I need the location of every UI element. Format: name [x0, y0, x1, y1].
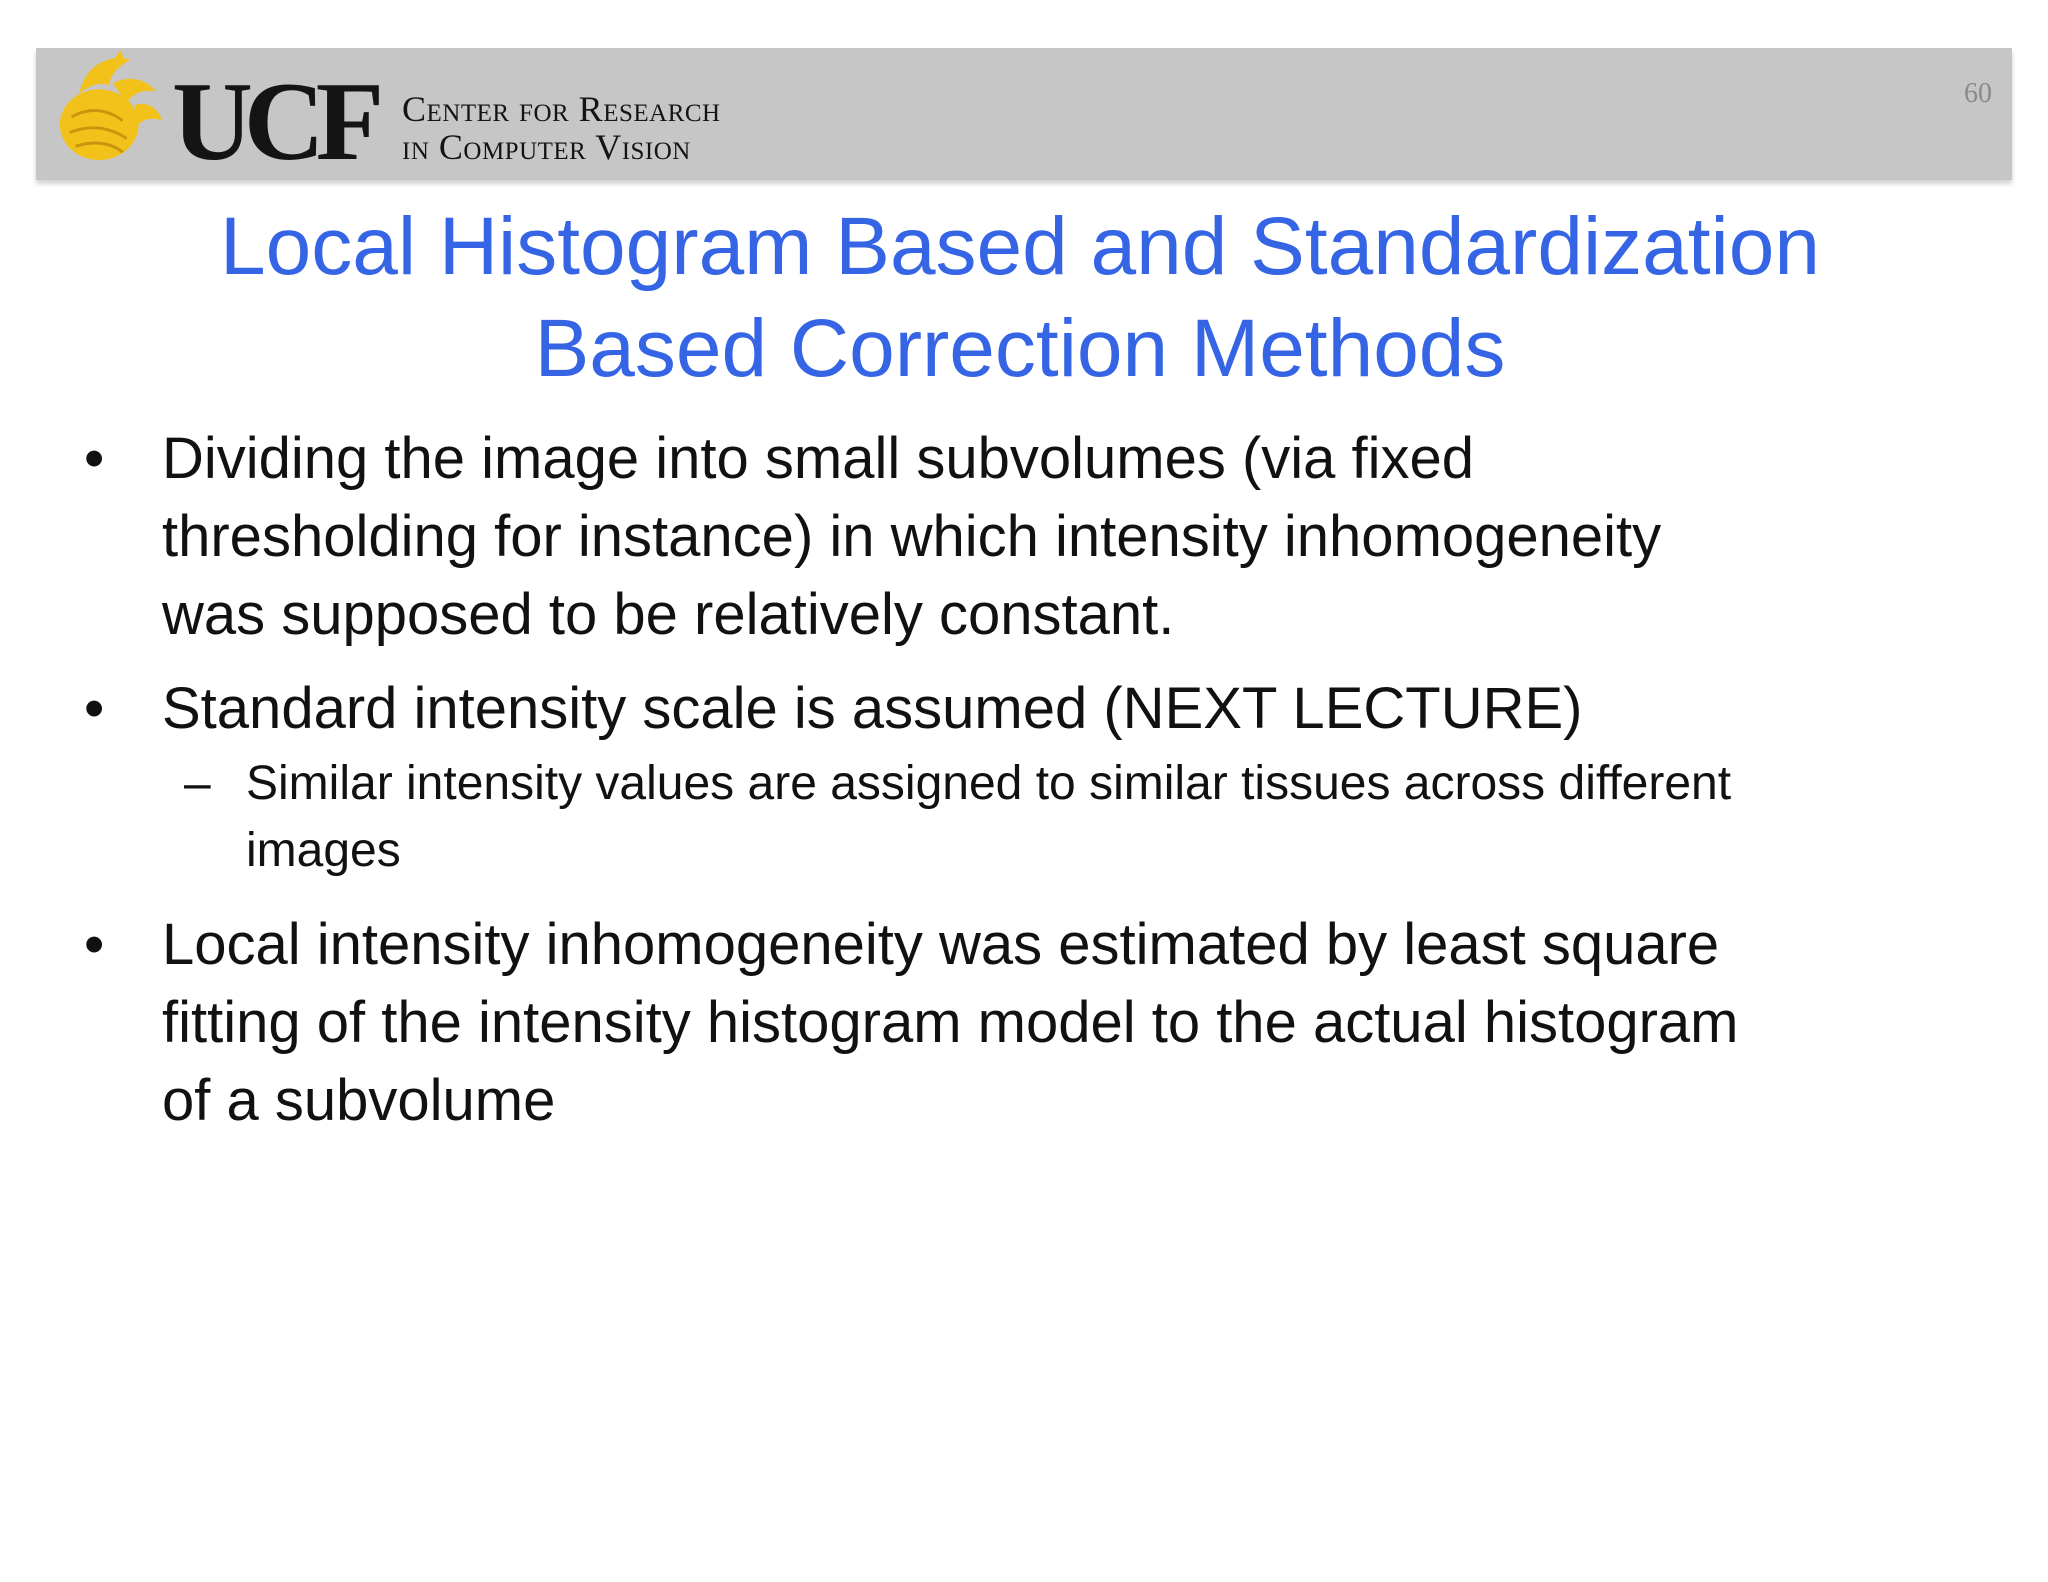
ucf-wordmark: UCF	[172, 60, 376, 184]
bullet-item	[84, 420, 1984, 654]
pegasus-logo-icon	[50, 48, 168, 166]
bullet-marker: •	[84, 426, 105, 491]
slide-title	[60, 196, 1980, 400]
title-line-2: Based Correction Methods	[534, 303, 1506, 394]
bullet-marker: •	[84, 676, 105, 741]
sub-bullet-text-line: images	[246, 824, 401, 877]
sub-bullet-text-line: Similar intensity values are assigned to similar tissues across different	[246, 757, 1732, 810]
bullet-text-line: Standard intensity scale is assumed (NEXT LECTURE)	[162, 676, 1583, 741]
bullet-list	[84, 420, 1984, 1156]
bullet-text-line: was supposed to be relatively constant.	[162, 582, 1175, 647]
bullet-text-line: Dividing the image into small subvolumes (via fixed	[162, 426, 1475, 491]
sub-bullet-item	[84, 750, 1984, 884]
bullet-item	[84, 670, 1984, 748]
center-name-line-2: in Computer Vision	[402, 127, 691, 167]
center-name-line-1: Center for Research	[402, 89, 721, 129]
bullet-item	[84, 906, 1984, 1140]
center-name	[402, 90, 721, 166]
bullet-marker: •	[84, 912, 105, 977]
bullet-text-line: thresholding for instance) in which intensity inhomogeneity	[162, 504, 1662, 569]
sub-bullet-marker: –	[184, 757, 211, 810]
page-number: 60	[1964, 78, 1992, 109]
bullet-text-line: fitting of the intensity histogram model to the actual histogram	[162, 990, 1739, 1055]
bullet-text-line: Local intensity inhomogeneity was estimated by least square	[162, 912, 1720, 977]
title-line-1: Local Histogram Based and Standardization	[220, 201, 1820, 292]
bullet-text-line: of a subvolume	[162, 1068, 556, 1133]
